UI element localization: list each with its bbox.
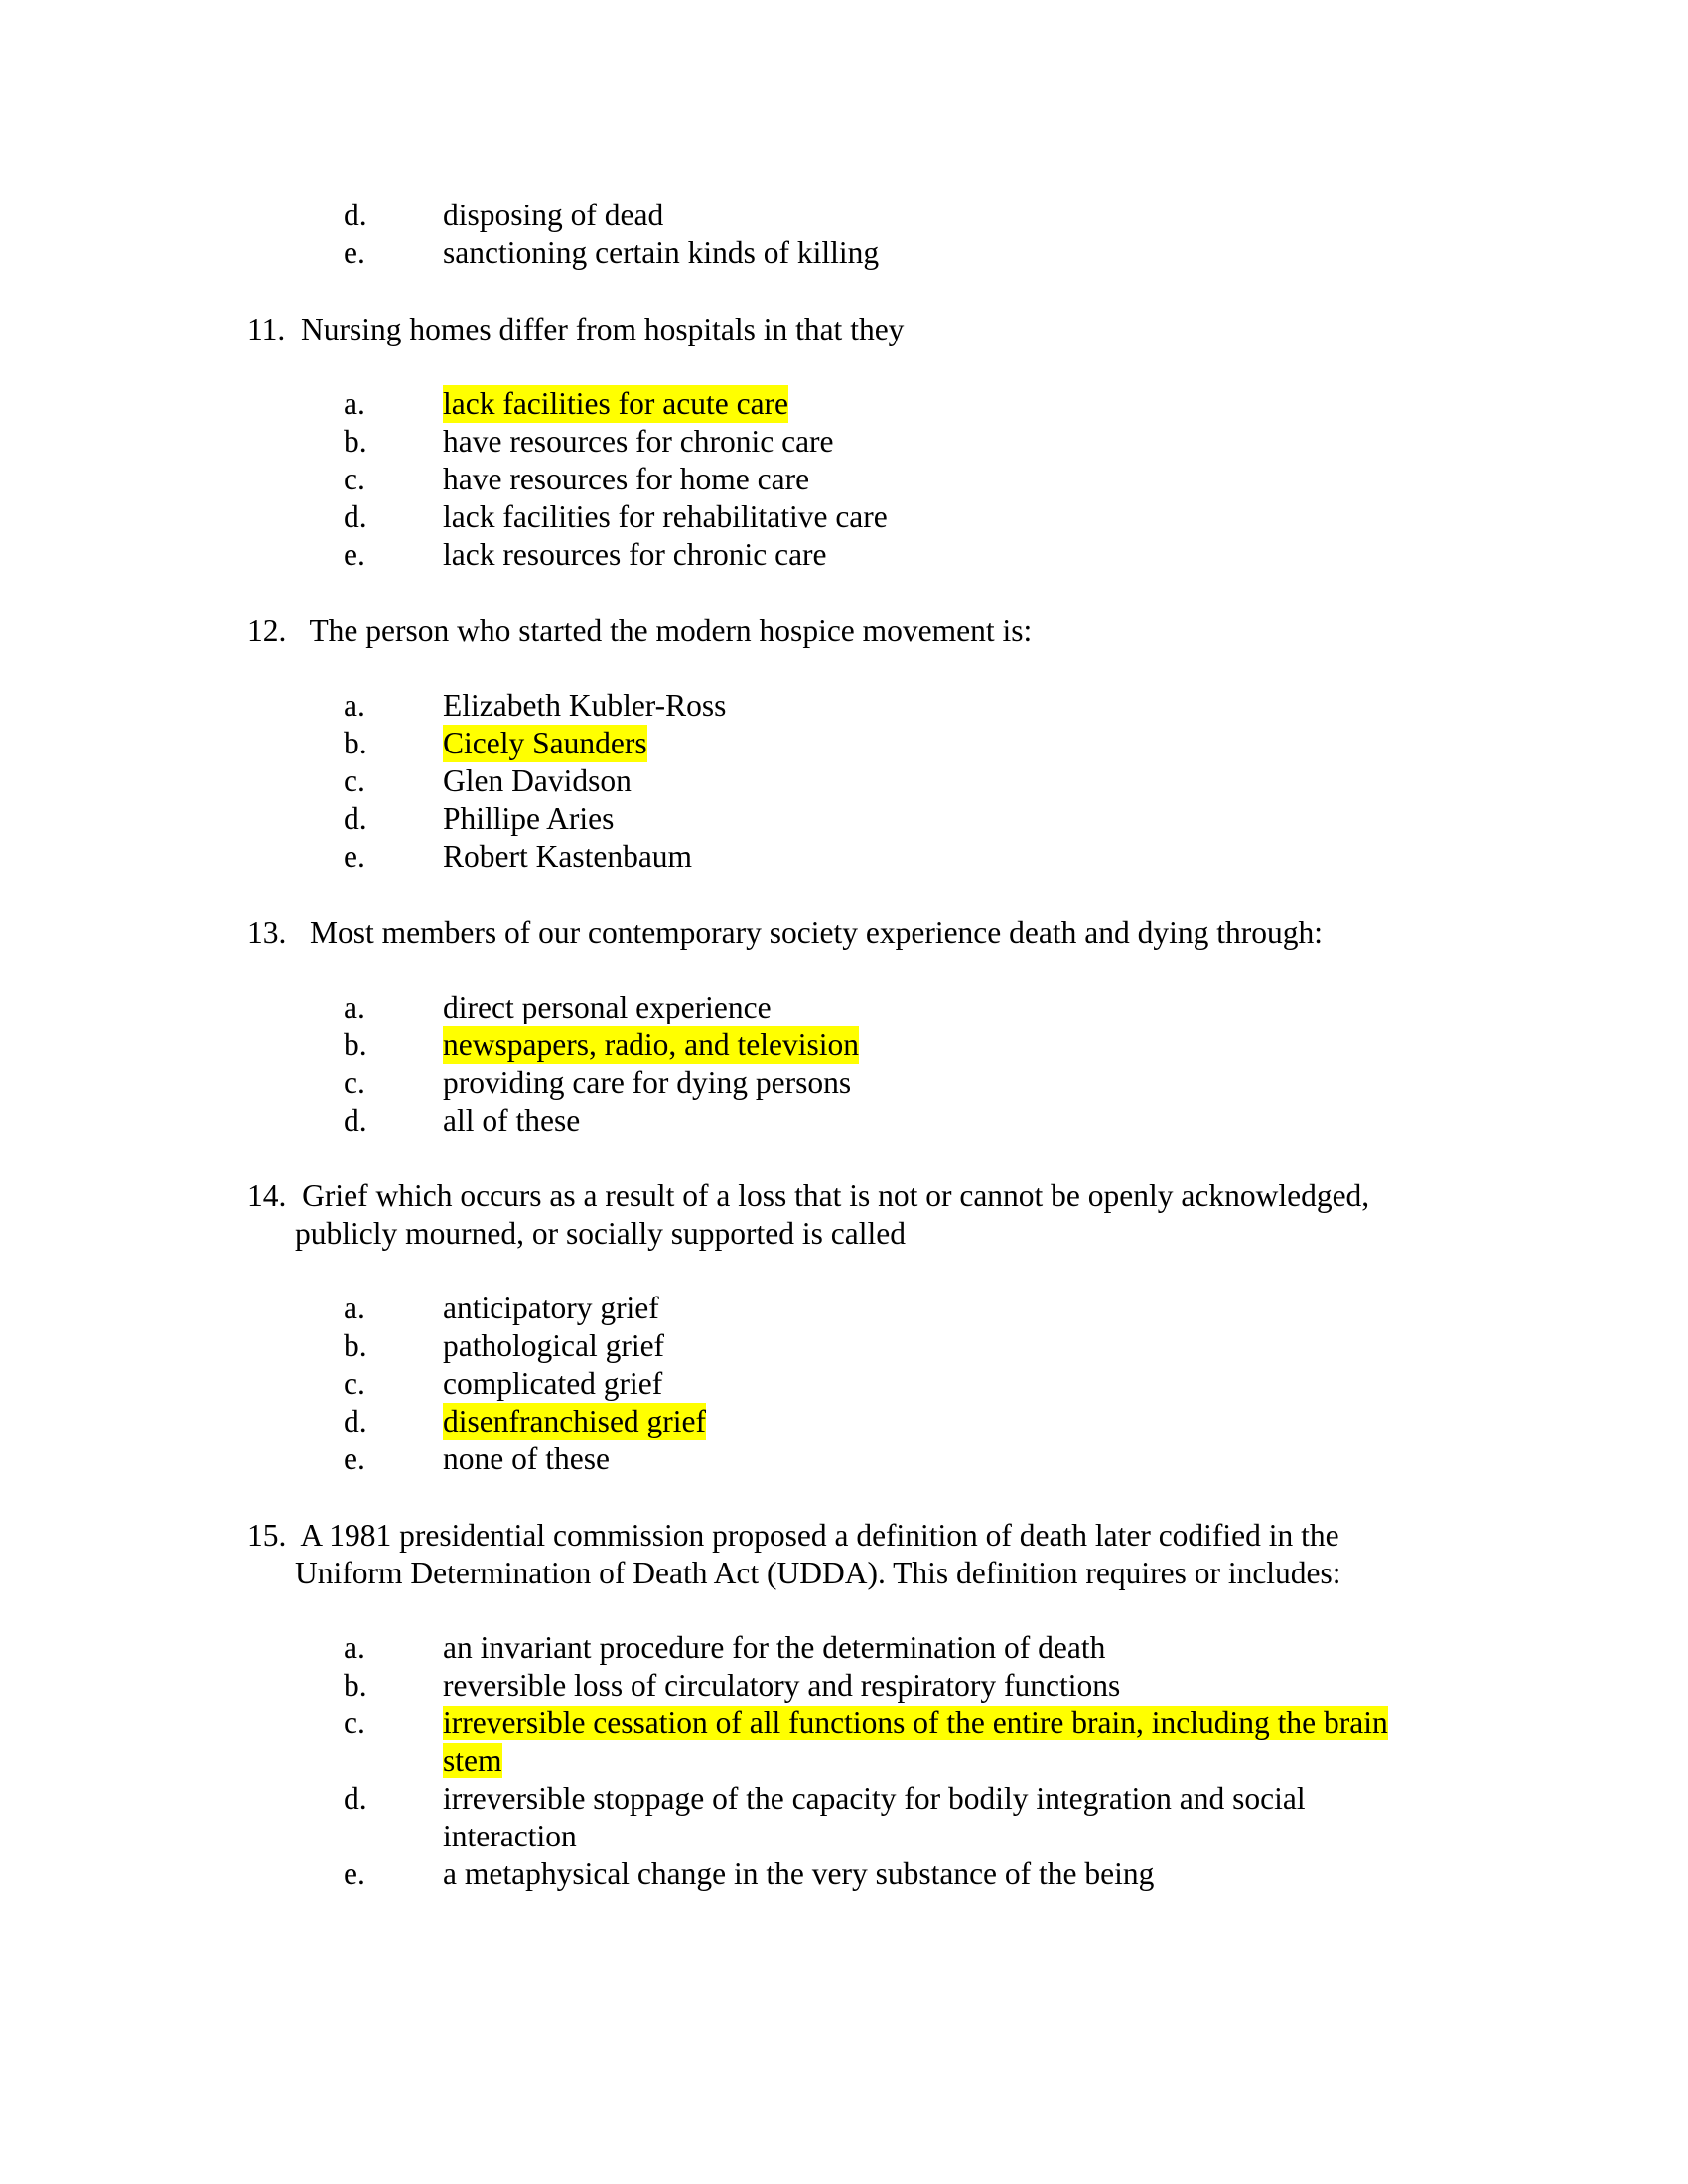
option-letter: a. [344, 990, 365, 1024]
option-row [0, 800, 1688, 838]
option-text-continued: interaction [443, 1819, 577, 1853]
option-row [0, 1855, 1688, 1893]
option-text: none of these [443, 1441, 610, 1476]
option-letter: b. [344, 1328, 367, 1363]
option-row [0, 536, 1688, 574]
question-text: Uniform Determination of Death Act (UDDA). This definition requires or includes: [295, 1556, 1341, 1590]
option-row [0, 1026, 1688, 1064]
question-text: The person who started the modern hospice movement is: [309, 614, 1033, 648]
question-14-stem [247, 1177, 1369, 1215]
option-text: Glen Davidson [443, 763, 632, 798]
option-row [0, 687, 1688, 725]
option-text: irreversible stoppage of the capacity for bodily integration and social [443, 1781, 1306, 1816]
option-letter: b. [344, 726, 367, 760]
highlighted-answer-continued: stem [443, 1743, 502, 1778]
option-letter: e. [344, 1441, 365, 1476]
option-row [0, 1629, 1688, 1667]
option-row [0, 498, 1688, 536]
question-text: publicly mourned, or socially supported is called [295, 1216, 906, 1251]
option-row [0, 1327, 1688, 1365]
option-row [0, 461, 1688, 498]
question-14-stem-continued [295, 1215, 906, 1253]
option-row [0, 725, 1688, 762]
question-13-options [0, 989, 1688, 1140]
option-letter: c. [344, 1706, 365, 1740]
option-letter: d. [344, 1103, 367, 1138]
question-15-stem-continued [295, 1555, 1341, 1592]
option-row [0, 1290, 1688, 1327]
option-row [0, 1667, 1688, 1705]
option-letter: d. [344, 499, 367, 534]
question-text: Grief which occurs as a result of a loss that is not or cannot be openly acknowledged, [302, 1178, 1370, 1213]
option-text: Elizabeth Kubler-Ross [443, 688, 727, 723]
option-text: all of these [443, 1103, 581, 1138]
option-text: a metaphysical change in the very substance of the being [443, 1856, 1155, 1891]
option-row [0, 838, 1688, 876]
option-text-multiline [443, 1705, 1388, 1780]
option-letter: a. [344, 688, 365, 723]
question-12-options [0, 687, 1688, 876]
option-row [0, 1102, 1688, 1140]
question-11-stem [247, 311, 904, 348]
highlighted-answer: newspapers, radio, and television [443, 1027, 860, 1062]
option-text: direct personal experience [443, 990, 772, 1024]
question-number: 14. [247, 1178, 287, 1213]
option-letter: d. [344, 1404, 367, 1438]
question-15-stem [247, 1517, 1339, 1555]
option-text: anticipatory grief [443, 1291, 659, 1325]
option-letter: d. [344, 1781, 367, 1816]
option-letter: a. [344, 1291, 365, 1325]
option-row [0, 989, 1688, 1026]
question-text: Most members of our contemporary society experience death and dying through: [310, 915, 1323, 950]
question-text: A 1981 presidential commission proposed a definition of death later codified in the [300, 1518, 1339, 1553]
option-text: an invariant procedure for the determination of death [443, 1630, 1106, 1665]
option-letter: a. [344, 1630, 365, 1665]
option-letter: c. [344, 1065, 365, 1100]
question-number: 12. [247, 614, 287, 648]
option-letter: b. [344, 424, 367, 459]
option-text: reversible loss of circulatory and respiratory functions [443, 1668, 1121, 1703]
option-row [0, 423, 1688, 461]
question-12-stem [247, 613, 1032, 650]
highlighted-answer: lack facilities for acute care [443, 386, 789, 421]
option-letter: e. [344, 537, 365, 572]
option-row [0, 1780, 1688, 1855]
question-text: Nursing homes differ from hospitals in that they [300, 312, 905, 346]
option-letter: e. [344, 1856, 365, 1891]
option-text: lack facilities for rehabilitative care [443, 499, 888, 534]
option-row [0, 1064, 1688, 1102]
option-row [0, 385, 1688, 423]
question-11-options [0, 385, 1688, 574]
option-row [0, 762, 1688, 800]
option-text: Phillipe Aries [443, 801, 615, 836]
option-row [0, 234, 1688, 272]
previous-question-options [0, 197, 1688, 272]
question-number: 11. [247, 312, 286, 346]
option-text: disposing of dead [443, 198, 664, 232]
option-text: have resources for chronic care [443, 424, 834, 459]
option-letter: e. [344, 235, 365, 270]
highlighted-answer: disenfranchised grief [443, 1404, 707, 1438]
option-row [0, 1440, 1688, 1478]
option-text-multiline [443, 1780, 1306, 1855]
option-text: complicated grief [443, 1366, 663, 1401]
option-letter: d. [344, 198, 367, 232]
option-row [0, 1365, 1688, 1403]
option-text: sanctioning certain kinds of killing [443, 235, 880, 270]
option-text: providing care for dying persons [443, 1065, 852, 1100]
option-letter: b. [344, 1027, 367, 1062]
option-text: lack resources for chronic care [443, 537, 827, 572]
highlighted-answer: Cicely Saunders [443, 726, 647, 760]
highlighted-answer: irreversible cessation of all functions of the entire brain, including the brain [443, 1706, 1388, 1740]
question-number: 15. [247, 1518, 287, 1553]
option-letter: b. [344, 1668, 367, 1703]
question-13-stem [247, 914, 1323, 952]
option-text: Robert Kastenbaum [443, 839, 693, 874]
option-letter: e. [344, 839, 365, 874]
question-14-options [0, 1290, 1688, 1478]
question-number: 13. [247, 915, 287, 950]
option-text: have resources for home care [443, 462, 810, 496]
option-letter: c. [344, 763, 365, 798]
option-letter: c. [344, 1366, 365, 1401]
option-letter: a. [344, 386, 365, 421]
option-letter: c. [344, 462, 365, 496]
question-15-options [0, 1629, 1688, 1893]
option-row [0, 1403, 1688, 1440]
option-row [0, 197, 1688, 234]
option-row [0, 1705, 1688, 1780]
option-text: pathological grief [443, 1328, 665, 1363]
option-letter: d. [344, 801, 367, 836]
